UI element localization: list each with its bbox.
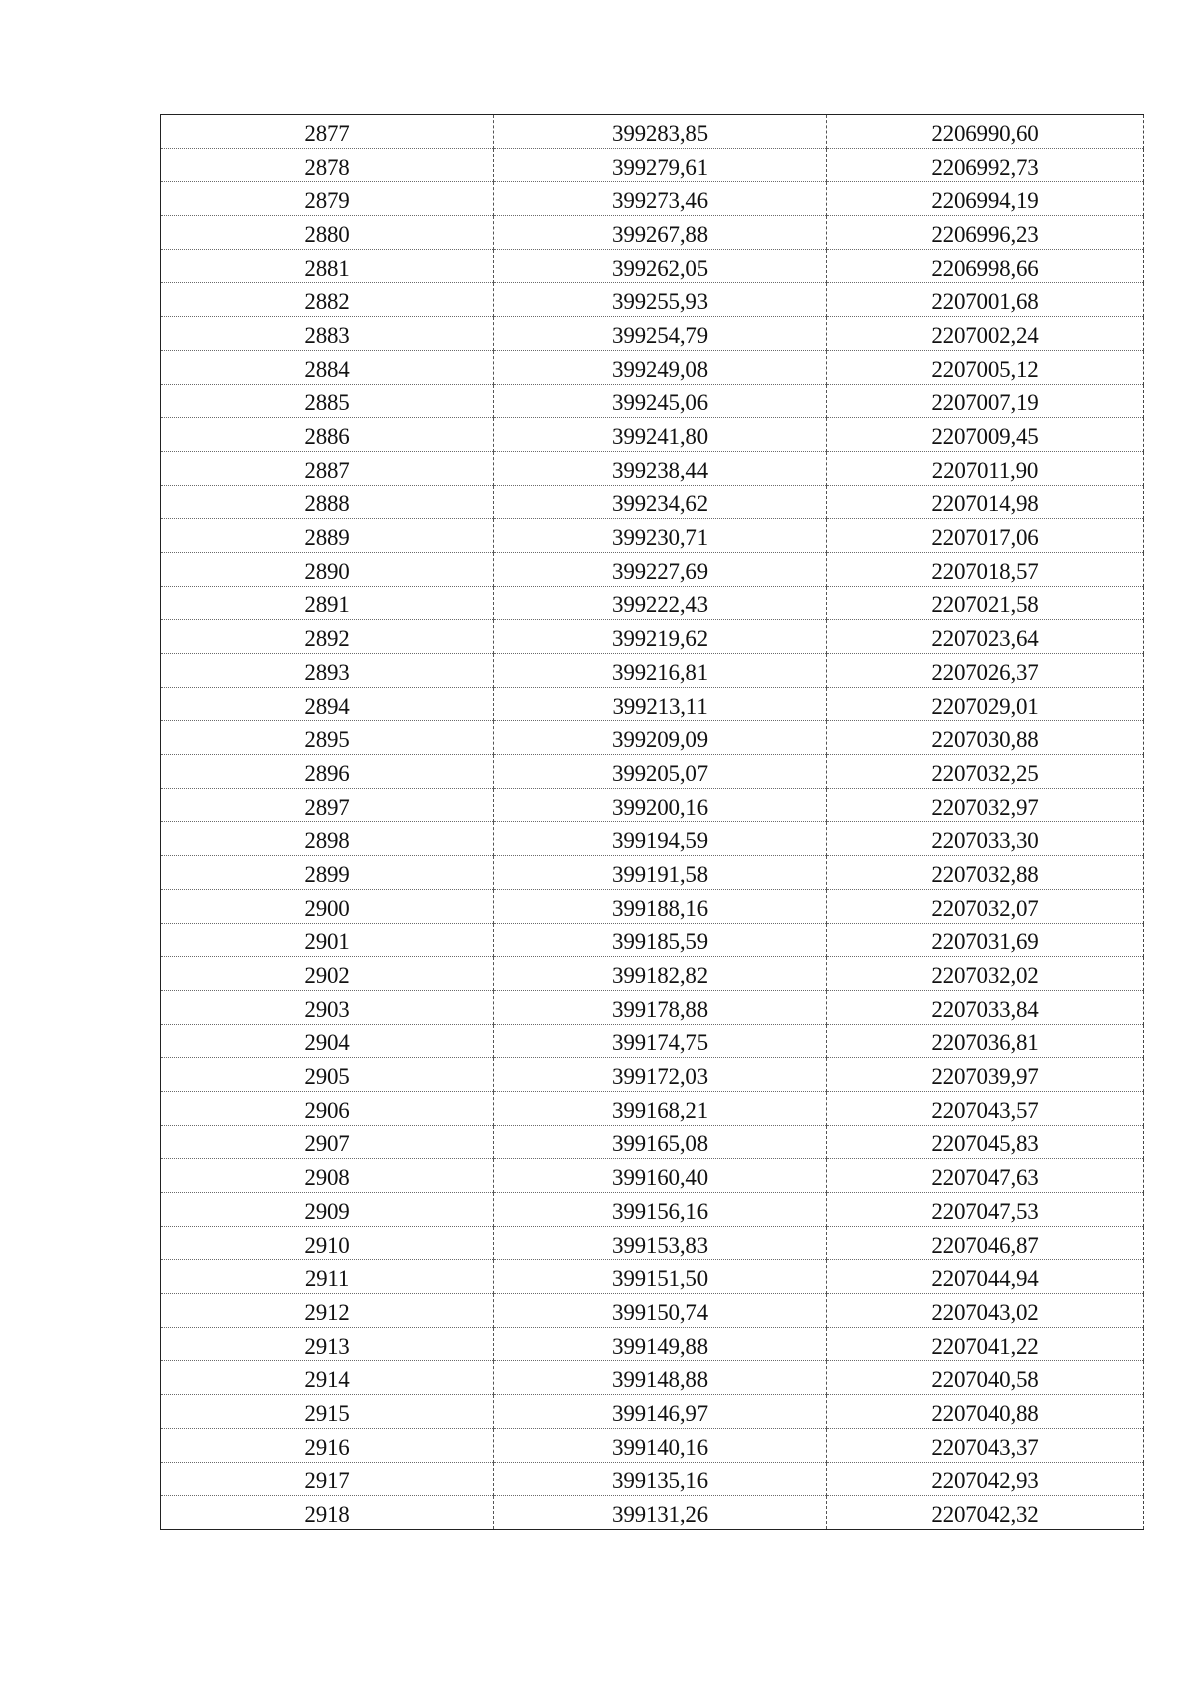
point-number-cell: 2905 bbox=[161, 1058, 494, 1092]
point-number-cell: 2895 bbox=[161, 721, 494, 755]
x-coordinate-cell: 399234,62 bbox=[494, 485, 827, 519]
point-number-cell: 2901 bbox=[161, 923, 494, 957]
table-row bbox=[161, 350, 1144, 384]
table-row bbox=[161, 687, 1144, 721]
x-coordinate-cell: 399148,88 bbox=[494, 1361, 827, 1395]
y-coordinate-cell: 2207009,45 bbox=[827, 418, 1144, 452]
y-coordinate-cell: 2207047,63 bbox=[827, 1159, 1144, 1193]
table-row bbox=[161, 822, 1144, 856]
point-number-cell: 2908 bbox=[161, 1159, 494, 1193]
point-number-cell: 2887 bbox=[161, 451, 494, 485]
table-row bbox=[161, 1193, 1144, 1227]
x-coordinate-cell: 399222,43 bbox=[494, 586, 827, 620]
x-coordinate-cell: 399185,59 bbox=[494, 923, 827, 957]
point-number-cell: 2877 bbox=[161, 115, 494, 149]
table-row bbox=[161, 1428, 1144, 1462]
table-row bbox=[161, 721, 1144, 755]
point-number-cell: 2884 bbox=[161, 350, 494, 384]
x-coordinate-cell: 399150,74 bbox=[494, 1294, 827, 1328]
y-coordinate-cell: 2207040,58 bbox=[827, 1361, 1144, 1395]
y-coordinate-cell: 2206998,66 bbox=[827, 249, 1144, 283]
x-coordinate-cell: 399230,71 bbox=[494, 519, 827, 553]
x-coordinate-cell: 399165,08 bbox=[494, 1125, 827, 1159]
y-coordinate-cell: 2207036,81 bbox=[827, 1024, 1144, 1058]
point-number-cell: 2888 bbox=[161, 485, 494, 519]
x-coordinate-cell: 399216,81 bbox=[494, 654, 827, 688]
x-coordinate-cell: 399160,40 bbox=[494, 1159, 827, 1193]
point-number-cell: 2907 bbox=[161, 1125, 494, 1159]
point-number-cell: 2883 bbox=[161, 317, 494, 351]
table-row bbox=[161, 384, 1144, 418]
table-row bbox=[161, 1159, 1144, 1193]
point-number-cell: 2909 bbox=[161, 1193, 494, 1227]
x-coordinate-cell: 399254,79 bbox=[494, 317, 827, 351]
table-row bbox=[161, 856, 1144, 890]
y-coordinate-cell: 2207030,88 bbox=[827, 721, 1144, 755]
table-row bbox=[161, 249, 1144, 283]
point-number-cell: 2881 bbox=[161, 249, 494, 283]
table-row bbox=[161, 755, 1144, 789]
point-number-cell: 2906 bbox=[161, 1091, 494, 1125]
point-number-cell: 2900 bbox=[161, 889, 494, 923]
y-coordinate-cell: 2207033,30 bbox=[827, 822, 1144, 856]
x-coordinate-cell: 399273,46 bbox=[494, 182, 827, 216]
y-coordinate-cell: 2207018,57 bbox=[827, 552, 1144, 586]
y-coordinate-cell: 2207001,68 bbox=[827, 283, 1144, 317]
point-number-cell: 2892 bbox=[161, 620, 494, 654]
y-coordinate-cell: 2207033,84 bbox=[827, 990, 1144, 1024]
x-coordinate-cell: 399156,16 bbox=[494, 1193, 827, 1227]
x-coordinate-cell: 399174,75 bbox=[494, 1024, 827, 1058]
table-row bbox=[161, 1226, 1144, 1260]
x-coordinate-cell: 399283,85 bbox=[494, 115, 827, 149]
table-row bbox=[161, 418, 1144, 452]
x-coordinate-cell: 399168,21 bbox=[494, 1091, 827, 1125]
coordinate-table bbox=[160, 114, 1144, 1530]
y-coordinate-cell: 2207032,07 bbox=[827, 889, 1144, 923]
point-number-cell: 2886 bbox=[161, 418, 494, 452]
point-number-cell: 2896 bbox=[161, 755, 494, 789]
point-number-cell: 2910 bbox=[161, 1226, 494, 1260]
table-row bbox=[161, 451, 1144, 485]
table-row bbox=[161, 788, 1144, 822]
table-row bbox=[161, 1091, 1144, 1125]
table-row bbox=[161, 485, 1144, 519]
x-coordinate-cell: 399205,07 bbox=[494, 755, 827, 789]
table-row bbox=[161, 148, 1144, 182]
table-row bbox=[161, 115, 1144, 149]
table-row bbox=[161, 889, 1144, 923]
x-coordinate-cell: 399227,69 bbox=[494, 552, 827, 586]
x-coordinate-cell: 399149,88 bbox=[494, 1327, 827, 1361]
y-coordinate-cell: 2207043,57 bbox=[827, 1091, 1144, 1125]
x-coordinate-cell: 399279,61 bbox=[494, 148, 827, 182]
y-coordinate-cell: 2206990,60 bbox=[827, 115, 1144, 149]
table-row bbox=[161, 1125, 1144, 1159]
point-number-cell: 2885 bbox=[161, 384, 494, 418]
point-number-cell: 2897 bbox=[161, 788, 494, 822]
table-row bbox=[161, 1294, 1144, 1328]
point-number-cell: 2889 bbox=[161, 519, 494, 553]
x-coordinate-cell: 399241,80 bbox=[494, 418, 827, 452]
y-coordinate-cell: 2207046,87 bbox=[827, 1226, 1144, 1260]
coordinate-table-body bbox=[161, 115, 1144, 1530]
table-row bbox=[161, 620, 1144, 654]
x-coordinate-cell: 399249,08 bbox=[494, 350, 827, 384]
x-coordinate-cell: 399188,16 bbox=[494, 889, 827, 923]
y-coordinate-cell: 2207042,32 bbox=[827, 1496, 1144, 1530]
x-coordinate-cell: 399213,11 bbox=[494, 687, 827, 721]
x-coordinate-cell: 399219,62 bbox=[494, 620, 827, 654]
point-number-cell: 2903 bbox=[161, 990, 494, 1024]
point-number-cell: 2890 bbox=[161, 552, 494, 586]
table-row bbox=[161, 519, 1144, 553]
y-coordinate-cell: 2206992,73 bbox=[827, 148, 1144, 182]
x-coordinate-cell: 399191,58 bbox=[494, 856, 827, 890]
point-number-cell: 2878 bbox=[161, 148, 494, 182]
point-number-cell: 2911 bbox=[161, 1260, 494, 1294]
table-row bbox=[161, 1496, 1144, 1530]
point-number-cell: 2917 bbox=[161, 1462, 494, 1496]
table-row bbox=[161, 1260, 1144, 1294]
table-row bbox=[161, 317, 1144, 351]
y-coordinate-cell: 2207041,22 bbox=[827, 1327, 1144, 1361]
point-number-cell: 2879 bbox=[161, 182, 494, 216]
point-number-cell: 2918 bbox=[161, 1496, 494, 1530]
y-coordinate-cell: 2207032,97 bbox=[827, 788, 1144, 822]
point-number-cell: 2904 bbox=[161, 1024, 494, 1058]
table-row bbox=[161, 552, 1144, 586]
x-coordinate-cell: 399267,88 bbox=[494, 216, 827, 250]
point-number-cell: 2899 bbox=[161, 856, 494, 890]
y-coordinate-cell: 2207011,90 bbox=[827, 451, 1144, 485]
y-coordinate-cell: 2207043,37 bbox=[827, 1428, 1144, 1462]
point-number-cell: 2915 bbox=[161, 1395, 494, 1429]
x-coordinate-cell: 399140,16 bbox=[494, 1428, 827, 1462]
point-number-cell: 2916 bbox=[161, 1428, 494, 1462]
x-coordinate-cell: 399178,88 bbox=[494, 990, 827, 1024]
table-row bbox=[161, 923, 1144, 957]
point-number-cell: 2913 bbox=[161, 1327, 494, 1361]
table-row bbox=[161, 1361, 1144, 1395]
point-number-cell: 2880 bbox=[161, 216, 494, 250]
x-coordinate-cell: 399146,97 bbox=[494, 1395, 827, 1429]
y-coordinate-cell: 2207007,19 bbox=[827, 384, 1144, 418]
y-coordinate-cell: 2206996,23 bbox=[827, 216, 1144, 250]
y-coordinate-cell: 2207032,88 bbox=[827, 856, 1144, 890]
x-coordinate-cell: 399200,16 bbox=[494, 788, 827, 822]
y-coordinate-cell: 2207047,53 bbox=[827, 1193, 1144, 1227]
y-coordinate-cell: 2207002,24 bbox=[827, 317, 1144, 351]
x-coordinate-cell: 399194,59 bbox=[494, 822, 827, 856]
x-coordinate-cell: 399262,05 bbox=[494, 249, 827, 283]
point-number-cell: 2882 bbox=[161, 283, 494, 317]
x-coordinate-cell: 399135,16 bbox=[494, 1462, 827, 1496]
table-row bbox=[161, 216, 1144, 250]
y-coordinate-cell: 2207014,98 bbox=[827, 485, 1144, 519]
table-row bbox=[161, 586, 1144, 620]
table-row bbox=[161, 1024, 1144, 1058]
x-coordinate-cell: 399245,06 bbox=[494, 384, 827, 418]
x-coordinate-cell: 399172,03 bbox=[494, 1058, 827, 1092]
x-coordinate-cell: 399153,83 bbox=[494, 1226, 827, 1260]
point-number-cell: 2898 bbox=[161, 822, 494, 856]
y-coordinate-cell: 2207026,37 bbox=[827, 654, 1144, 688]
y-coordinate-cell: 2207039,97 bbox=[827, 1058, 1144, 1092]
x-coordinate-cell: 399238,44 bbox=[494, 451, 827, 485]
table-row bbox=[161, 1327, 1144, 1361]
y-coordinate-cell: 2207021,58 bbox=[827, 586, 1144, 620]
table-row bbox=[161, 1395, 1144, 1429]
table-row bbox=[161, 182, 1144, 216]
y-coordinate-cell: 2207005,12 bbox=[827, 350, 1144, 384]
table-row bbox=[161, 654, 1144, 688]
point-number-cell: 2912 bbox=[161, 1294, 494, 1328]
point-number-cell: 2891 bbox=[161, 586, 494, 620]
point-number-cell: 2894 bbox=[161, 687, 494, 721]
y-coordinate-cell: 2207045,83 bbox=[827, 1125, 1144, 1159]
x-coordinate-cell: 399131,26 bbox=[494, 1496, 827, 1530]
table-row bbox=[161, 957, 1144, 991]
point-number-cell: 2914 bbox=[161, 1361, 494, 1395]
y-coordinate-cell: 2207040,88 bbox=[827, 1395, 1144, 1429]
x-coordinate-cell: 399151,50 bbox=[494, 1260, 827, 1294]
y-coordinate-cell: 2207017,06 bbox=[827, 519, 1144, 553]
y-coordinate-cell: 2206994,19 bbox=[827, 182, 1144, 216]
x-coordinate-cell: 399255,93 bbox=[494, 283, 827, 317]
table-row bbox=[161, 990, 1144, 1024]
y-coordinate-cell: 2207044,94 bbox=[827, 1260, 1144, 1294]
x-coordinate-cell: 399182,82 bbox=[494, 957, 827, 991]
y-coordinate-cell: 2207029,01 bbox=[827, 687, 1144, 721]
y-coordinate-cell: 2207032,02 bbox=[827, 957, 1144, 991]
point-number-cell: 2893 bbox=[161, 654, 494, 688]
y-coordinate-cell: 2207023,64 bbox=[827, 620, 1144, 654]
table-row bbox=[161, 1462, 1144, 1496]
y-coordinate-cell: 2207032,25 bbox=[827, 755, 1144, 789]
table-row bbox=[161, 1058, 1144, 1092]
y-coordinate-cell: 2207031,69 bbox=[827, 923, 1144, 957]
point-number-cell: 2902 bbox=[161, 957, 494, 991]
y-coordinate-cell: 2207042,93 bbox=[827, 1462, 1144, 1496]
x-coordinate-cell: 399209,09 bbox=[494, 721, 827, 755]
y-coordinate-cell: 2207043,02 bbox=[827, 1294, 1144, 1328]
table-row bbox=[161, 283, 1144, 317]
